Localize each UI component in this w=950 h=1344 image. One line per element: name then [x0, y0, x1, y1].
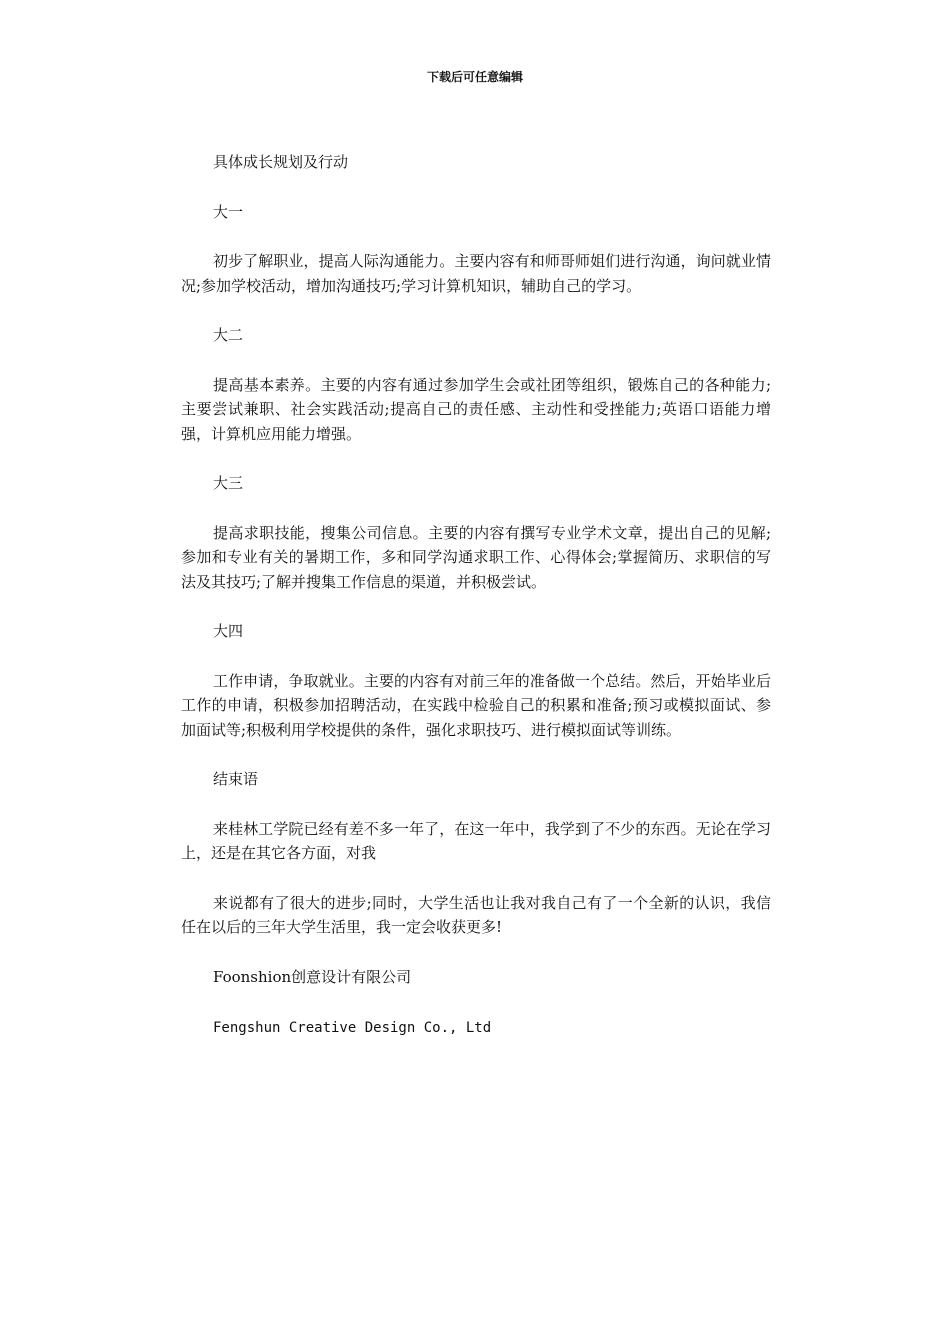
year-3-paragraph: 提高求职技能，搜集公司信息。主要的内容有撰写专业学术文章，提出自己的见解;参加和专业有关的暑期工作，多和同学沟通求职工作、心得体会;掌握简历、求职信的写法及其技巧;了解并搜集工作信息的渠道，并积极尝试。: [181, 523, 771, 591]
year-heading-4: 大四: [213, 622, 244, 640]
conclusion-paragraph-1: 来桂林工学院已经有差不多一年了，在这一年中，我学到了不少的东西。无论在学习上，还是在其它各方面，对我: [181, 819, 771, 862]
conclusion-heading: 结束语: [213, 770, 259, 788]
year-1-paragraph: 初步了解职业，提高人际沟通能力。主要内容有和师哥师姐们进行沟通，询问就业情况;参加学校活动，增加沟通技巧;学习计算机知识，辅助自己的学习。: [181, 252, 771, 295]
year-heading-2: 大二: [213, 326, 244, 344]
document-body: [181, 150, 771, 1066]
year-heading-1: 大一: [213, 202, 244, 221]
header-note: 下载后可任意编辑: [426, 70, 523, 84]
section-heading-plan: 具体成长规划及行动: [213, 153, 349, 171]
conclusion-paragraph-2: 来说都有了很大的进步;同时，大学生活也让我对我自己有了一个全新的认识，我信任在以后的三年大学生活里，我一定会收获更多!: [181, 893, 771, 936]
company-name-en: Fengshun Creative Design Co., Ltd: [213, 1020, 492, 1036]
year-4-paragraph: 工作申请，争取就业。主要的内容有对前三年的准备做一个总结。然后，开始毕业后工作的申请，积极参加招聘活动，在实践中检验自己的积累和准备;预习或模拟面试、参加面试等;积极利用学校提供的条件，强化求职技巧、进行模拟面试等训练。: [181, 671, 771, 739]
year-2-paragraph: 提高基本素养。主要的内容有通过参加学生会或社团等组织，锻炼自己的各种能力;主要尝试兼职、社会实践活动;提高自己的责任感、主动性和受挫能力;英语口语能力增强，计算机应用能力增强。: [181, 375, 771, 443]
year-heading-3: 大三: [213, 474, 244, 492]
company-name-cn: Foonshion创意设计有限公司: [213, 967, 412, 986]
